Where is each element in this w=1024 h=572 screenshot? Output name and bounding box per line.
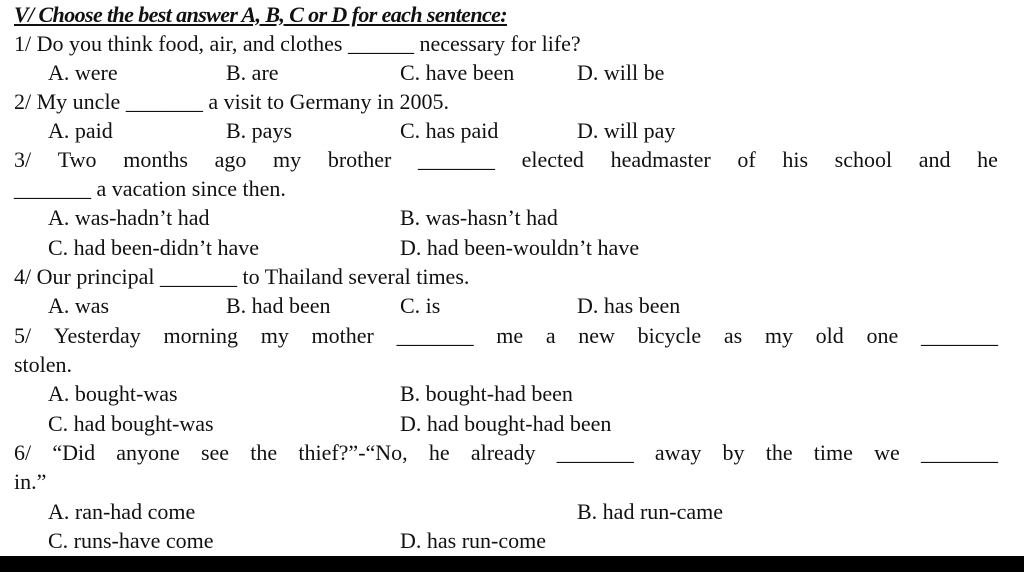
question-6-option-d: D. has run-come bbox=[400, 528, 547, 553]
word: Yesterday bbox=[53, 323, 141, 348]
question-5-option-c: C. had bought-was bbox=[48, 411, 214, 436]
word: the bbox=[765, 440, 793, 465]
question-3-option-b: B. was-hasn’t had bbox=[400, 205, 558, 230]
question-5-option-b: B. bought-had been bbox=[400, 381, 573, 406]
question-2-option-d: D. will pay bbox=[577, 118, 676, 143]
word: bicycle bbox=[637, 323, 702, 348]
question-6-option-b: B. had run-came bbox=[577, 499, 723, 524]
word: school bbox=[834, 147, 893, 172]
word: elected bbox=[521, 147, 584, 172]
question-4-text: 4/ Our principal _______ to Thailand several times. bbox=[14, 264, 470, 289]
question-5-option-a: A. bought-was bbox=[48, 381, 178, 406]
question-2-text: 2/ My uncle _______ a visit to Germany in 2005. bbox=[14, 89, 450, 114]
question-6-text-line-2: in.” bbox=[14, 469, 47, 494]
word: Two bbox=[57, 147, 97, 172]
word: of bbox=[737, 147, 756, 172]
question-1-option-b: B. are bbox=[226, 60, 279, 85]
question-4-option-b: B. had been bbox=[226, 293, 331, 318]
word: mother bbox=[311, 323, 374, 348]
question-3-text-line-1 bbox=[14, 147, 998, 173]
question-6-text-line-1 bbox=[14, 440, 998, 466]
question-3-option-d: D. had been-wouldn’t have bbox=[400, 235, 640, 260]
question-1-option-c: C. have been bbox=[400, 60, 515, 85]
word: new bbox=[578, 323, 615, 348]
word: ago bbox=[214, 147, 247, 172]
word: anyone bbox=[116, 440, 180, 465]
word: he bbox=[977, 147, 998, 172]
answer-blank: _______ bbox=[920, 323, 998, 348]
question-4-option-d: D. has been bbox=[577, 293, 681, 318]
word: “Did bbox=[52, 440, 96, 465]
word: 3/ bbox=[14, 147, 32, 172]
word: away bbox=[654, 440, 702, 465]
word: morning bbox=[163, 323, 239, 348]
question-3-text-line-2: _______ a vacation since then. bbox=[14, 176, 286, 201]
word: he bbox=[428, 440, 450, 465]
question-2-option-c: C. has paid bbox=[400, 118, 499, 143]
answer-blank: _______ bbox=[556, 440, 634, 465]
question-5-text-line-1 bbox=[14, 323, 998, 349]
question-3-option-c: C. had been-didn’t have bbox=[48, 235, 259, 260]
question-1-text: 1/ Do you think food, air, and clothes ______ necessary for life? bbox=[14, 31, 581, 56]
word: my bbox=[764, 323, 793, 348]
question-4-option-c: C. is bbox=[400, 293, 441, 318]
word: my bbox=[260, 323, 289, 348]
word: brother bbox=[327, 147, 392, 172]
word: 6/ bbox=[14, 440, 32, 465]
question-6-option-c: C. runs-have come bbox=[48, 528, 214, 553]
word: his bbox=[782, 147, 809, 172]
word: thief?”-“No, bbox=[298, 440, 408, 465]
question-3-option-a: A. was-hadn’t had bbox=[48, 205, 210, 230]
word: the bbox=[250, 440, 278, 465]
word: time bbox=[813, 440, 853, 465]
question-5-option-d: D. had bought-had been bbox=[400, 411, 612, 436]
question-1-option-d: D. will be bbox=[577, 60, 665, 85]
word: old bbox=[815, 323, 844, 348]
answer-blank: _______ bbox=[396, 323, 474, 348]
word: as bbox=[723, 323, 743, 348]
question-2-option-a: A. paid bbox=[48, 118, 113, 143]
question-1-option-a: A. were bbox=[48, 60, 118, 85]
word: and bbox=[918, 147, 951, 172]
question-2-option-b: B. pays bbox=[226, 118, 292, 143]
word: see bbox=[200, 440, 230, 465]
word: months bbox=[123, 147, 188, 172]
answer-blank: _______ bbox=[920, 440, 998, 465]
answer-blank: _______ bbox=[417, 147, 495, 172]
word: a bbox=[545, 323, 556, 348]
word: 5/ bbox=[14, 323, 32, 348]
word: headmaster bbox=[610, 147, 711, 172]
question-5-text-line-2: stolen. bbox=[14, 352, 73, 377]
bottom-black-bar bbox=[0, 556, 1024, 572]
word: by bbox=[722, 440, 745, 465]
question-4-option-a: A. was bbox=[48, 293, 110, 318]
word: one bbox=[866, 323, 899, 348]
word: my bbox=[273, 147, 302, 172]
word: already bbox=[470, 440, 536, 465]
word: me bbox=[496, 323, 524, 348]
section-title: V/ Choose the best answer A, B, C or D for each sentence: bbox=[14, 2, 508, 27]
question-6-option-a: A. ran-had come bbox=[48, 499, 196, 524]
word: we bbox=[874, 440, 900, 465]
